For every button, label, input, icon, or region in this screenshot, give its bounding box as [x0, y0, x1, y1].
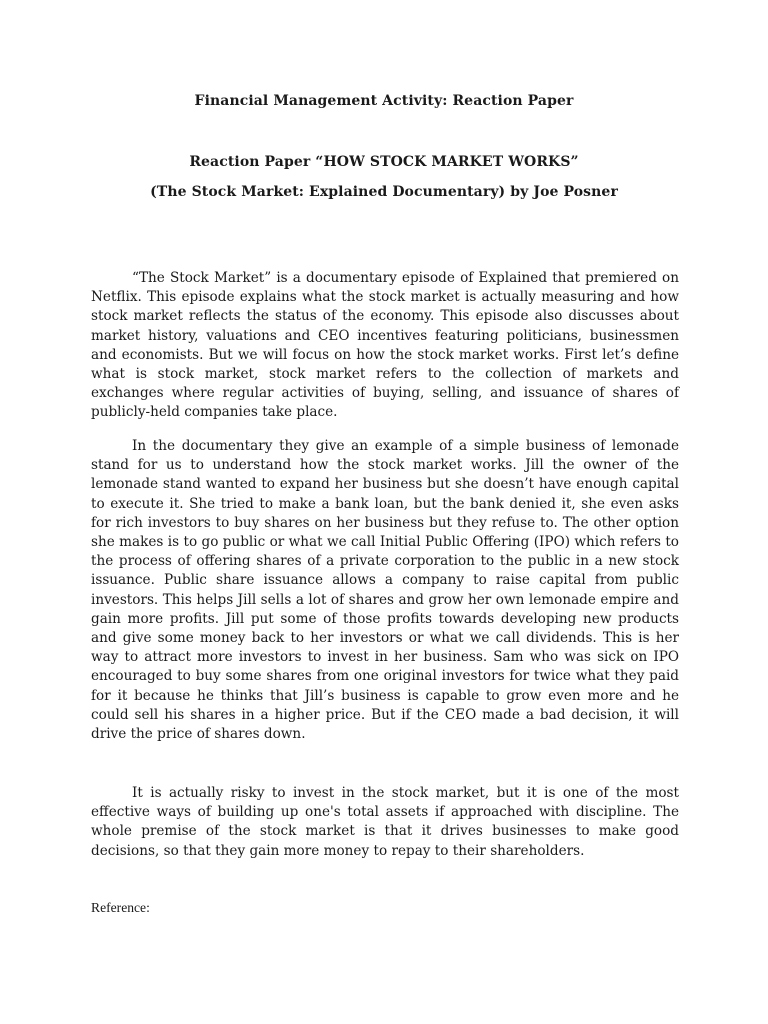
paragraph-intro: [91, 269, 679, 423]
activity-title: Financial Management Activity: Reaction Paper: [194, 93, 574, 109]
paragraph-text: “The Stock Market” is a documentary episode of Explained that premiered on Netflix. This episode explains what the stock market is actually measuring and how stock market reflects the status of the economy. This episode also discusses about market history, valuations and CEO incentives featuring politicians, businessmen and economists. But we will focus on how the stock market works. First let’s define what is stock market, stock market refers to the collection of markets and exchanges where regular activities of buying, selling, and issuance of shares of publicly-held companies take place.: [91, 270, 679, 421]
reference-label: Reference:: [91, 900, 150, 915]
paper-subtitle: (The Stock Market: Explained Documentary) by Joe Posner: [150, 184, 618, 200]
paragraph-text: In the documentary they give an example of a simple business of lemonade stand for us to understand how the stock market works. Jill the owner of the lemonade stand wanted to expand her business but she doesn’t have enough capital to execute it. She tried to make a bank loan, but the bank denied it, she even asks for rich investors to buy shares on her business but they refuse to. The other option she makes is to go public or what we call Initial Public Offering (IPO) which refers to the process of offering shares of a private corporation to the public in a new stock issuance. Public share issuance allows a company to raise capital from public investors. This helps Jill sells a lot of shares and grow her own lemonade empire and gain more profits. Jill put some of those profits towards developing new products and give some money back to her investors or what we call dividends. This is her way to attract more investors to invest in her business. Sam who was sick on IPO encouraged to buy some shares from one original investors for twice what they paid for it because he thinks that Jill’s business is capable to grow even more and he could sell his shares in a higher price. But if the CEO made a bad decision, it will drive the price of shares down.: [91, 438, 679, 743]
paper-title: Reaction Paper “HOW STOCK MARKET WORKS”: [189, 154, 579, 170]
paragraph-example: [91, 437, 679, 744]
paragraph-text: It is actually risky to invest in the stock market, but it is one of the most effective ways of building up one's total assets if approached with discipline. The whole premise of the stock market is that it drives businesses to make good decisions, so that they gain more money to repay to their shareholders.: [91, 785, 679, 859]
paragraph-conclusion: [91, 784, 679, 861]
